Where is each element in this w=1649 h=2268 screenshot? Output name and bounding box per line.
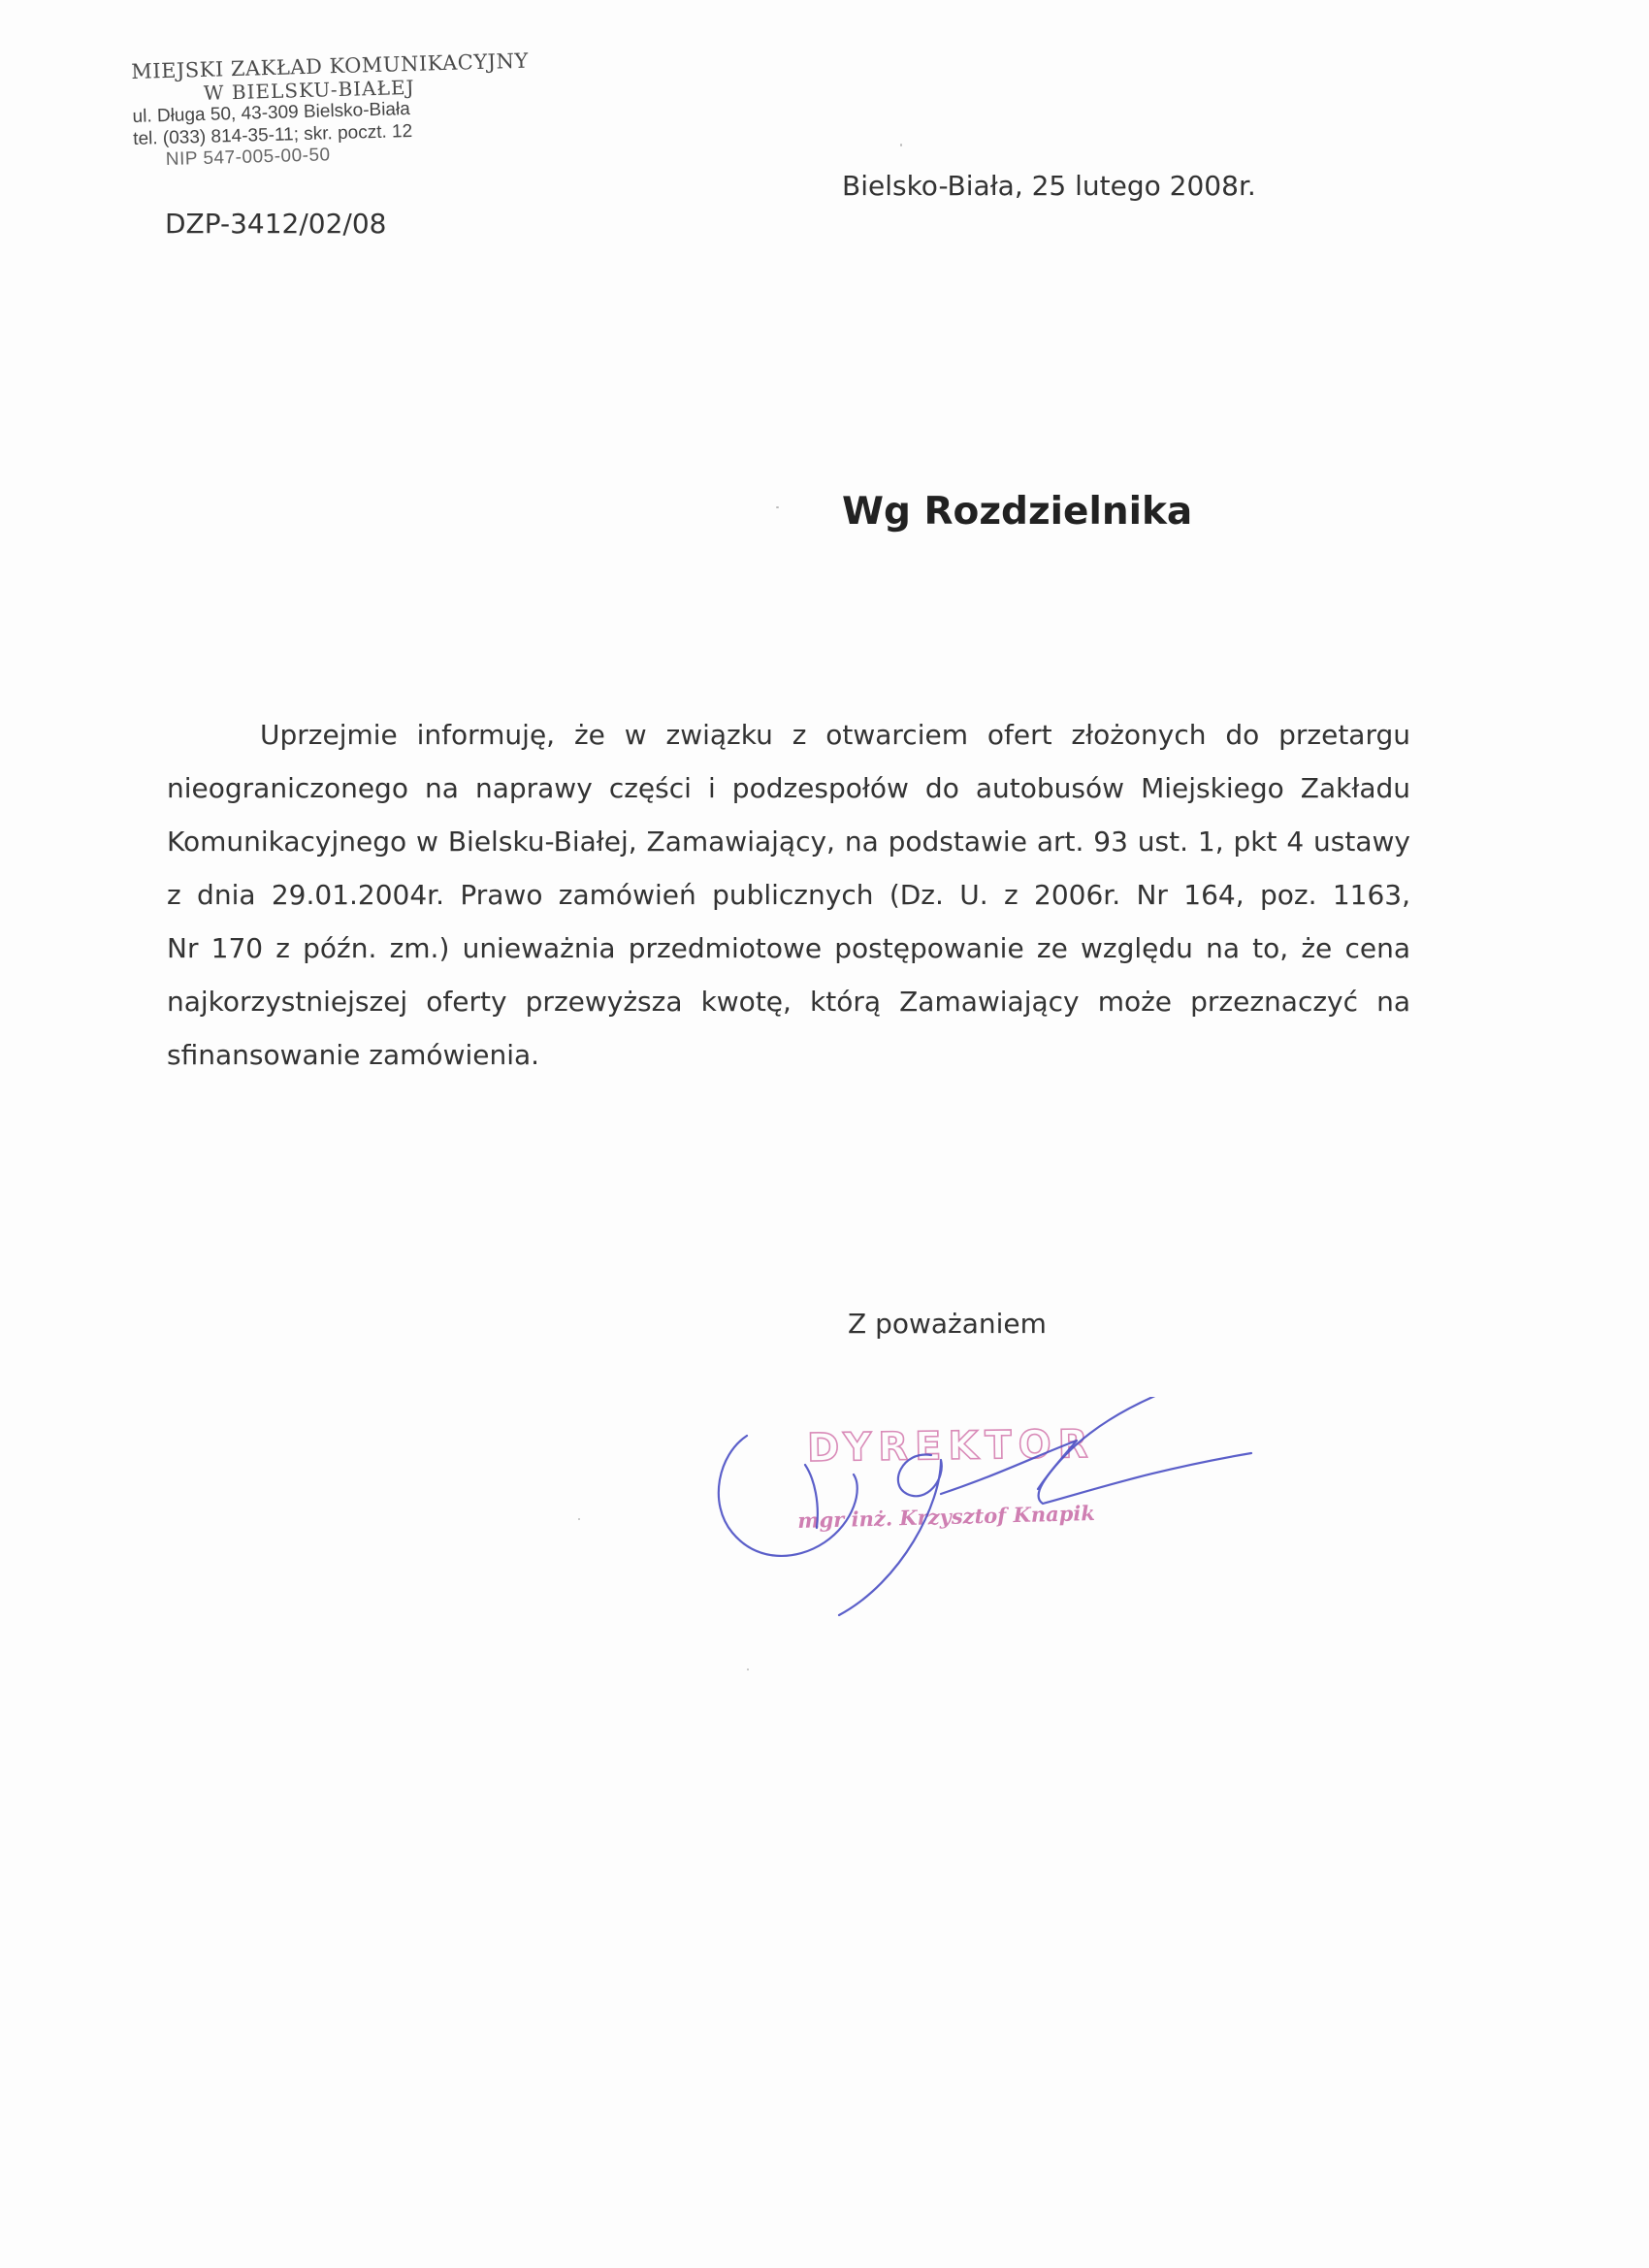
letterhead-address: ul. Długa 50, 43-309 Bielsko-Biała [132,99,411,128]
body-line: Nr 170 z późn. zm.) unieważnia przedmiotowe postępowanie ze względu na to, że cena [167,932,1410,964]
director-stamp-title: DYREKTOR [806,1421,1095,1472]
recipient-heading: Wg Rozdzielnika [842,490,1193,534]
body-line: Komunikacyjnego w Bielsku-Białej, Zamawiający, na podstawie art. 93 ust. 1, pkt 4 ustawy [167,826,1410,858]
director-stamp-name: mgr inż. Krzysztof Knapik [797,1500,1096,1533]
letter-body [167,708,1410,1082]
scan-speck [900,144,902,146]
letterhead-phone: tel. (033) 814-35-11; skr. poczt. 12 [132,120,413,149]
letterhead-city: W BIELSKU-BIAŁEJ [203,75,415,105]
letterhead-nip: NIP 547-005-00-50 [165,145,331,171]
scan-speck [776,506,779,508]
body-line: nieograniczonego na naprawy części i podzespołów do autobusów Miejskiego Zakładu [167,772,1410,804]
body-line: z dnia 29.01.2004r. Prawo zamówień publicznych (Dz. U. z 2006r. Nr 164, poz. 1163, [167,879,1410,911]
letterhead-stamp [131,49,530,172]
scan-speck [578,1518,580,1520]
reference-number: DZP-3412/02/08 [165,208,387,240]
place-and-date: Bielsko-Biała, 25 lutego 2008r. [842,170,1256,202]
scan-speck [747,1669,749,1670]
body-line: sfinansowanie zamówienia. [167,1039,540,1071]
body-line: najkorzystniejszej oferty przewyższa kwotę, którą Zamawiający może przeznaczyć na [167,986,1410,1018]
letterhead-company-name: MIEJSKI ZAKŁAD KOMUNIKACYJNY [131,49,530,83]
closing-salutation: Z poważaniem [848,1308,1047,1340]
handwritten-signature [708,1397,1271,1630]
body-line: Uprzejmie informuję, że w związku z otwarciem ofert złożonych do przetargu [260,719,1410,751]
